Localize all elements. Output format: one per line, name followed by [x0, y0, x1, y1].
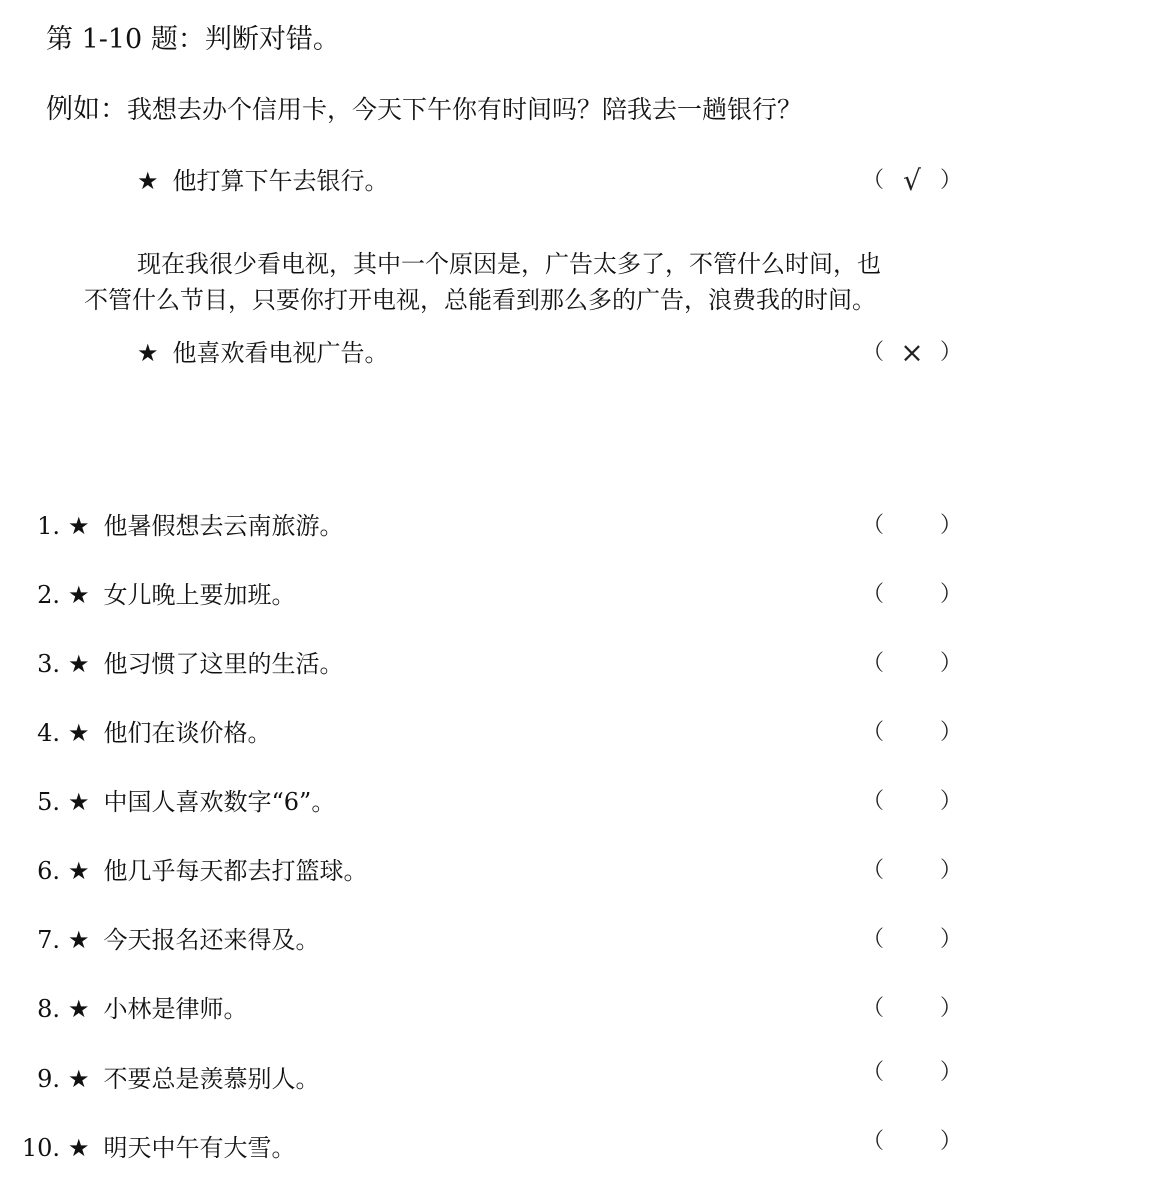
paren-open: （ — [862, 789, 885, 814]
star-icon: ★ — [68, 857, 90, 885]
paren-close: ） — [939, 513, 962, 538]
question-number: 8. — [37, 995, 60, 1023]
star-icon: ★ — [68, 719, 90, 747]
answer-box[interactable] — [862, 1125, 962, 1159]
paren-open: （ — [862, 513, 885, 538]
paren-close: ） — [939, 927, 962, 952]
cross-mark-icon: × — [900, 336, 924, 369]
example-statement-text: 他打算下午去银行。 — [172, 167, 389, 195]
star-icon: ★ — [68, 926, 90, 954]
paren-open: （ — [862, 1129, 885, 1154]
example2-statement — [137, 336, 389, 370]
question-item — [0, 923, 320, 957]
passage-line: 不管什么节目，只要你打开电视，总能看到那么多的广告，浪费我的时间。 — [84, 286, 876, 314]
paren-close: ） — [939, 1129, 962, 1154]
star-icon: ★ — [68, 1065, 90, 1093]
check-mark-icon: √ — [903, 164, 921, 197]
question-item — [0, 1062, 320, 1096]
paren-close: ） — [939, 858, 962, 883]
question-number: 6. — [37, 857, 60, 885]
example-label: 例如： — [46, 94, 127, 125]
question-number: 5. — [37, 788, 60, 816]
question-number: 4. — [37, 719, 60, 747]
question-number: 2. — [37, 581, 60, 609]
passage-line: 现在我很少看电视，其中一个原因是，广告太多了，不管什么时间，也 — [137, 250, 881, 278]
answer-box[interactable] — [862, 854, 962, 888]
question-number: 7. — [37, 926, 60, 954]
question-number: 3. — [37, 650, 60, 678]
star-icon: ★ — [68, 650, 90, 678]
paren-open: （ — [862, 996, 885, 1021]
paren-open: （ — [862, 651, 885, 676]
paren-open: （ — [862, 168, 885, 193]
question-item — [0, 1131, 296, 1165]
question-item — [0, 716, 272, 750]
example-statement — [137, 164, 389, 198]
answer-box[interactable] — [862, 923, 962, 957]
question-text: 他们在谈价格。 — [103, 719, 272, 747]
paren-close: ） — [939, 582, 962, 607]
question-number: 10. — [21, 1134, 60, 1162]
question-text: 明天中午有大雪。 — [103, 1134, 296, 1162]
question-text: 中国人喜欢数字“6”。 — [103, 788, 336, 816]
question-item — [0, 647, 344, 681]
question-item — [0, 509, 344, 543]
question-item — [0, 992, 248, 1026]
answer-box[interactable] — [862, 1056, 962, 1090]
question-text: 不要总是羡慕别人。 — [103, 1065, 320, 1093]
example-passage — [84, 246, 984, 318]
star-icon: ★ — [68, 512, 90, 540]
paren-close: ） — [939, 168, 962, 193]
example2-answer-box — [862, 336, 962, 370]
example-text: 我想去办个信用卡，今天下午你有时间吗？陪我去一趟银行？ — [127, 95, 803, 124]
answer-box[interactable] — [862, 992, 962, 1026]
question-text: 他几乎每天都去打篮球。 — [103, 857, 368, 885]
paren-close: ） — [939, 720, 962, 745]
paren-close: ） — [939, 340, 962, 365]
question-number: 9. — [37, 1065, 60, 1093]
question-text: 他习惯了这里的生活。 — [103, 650, 344, 678]
question-item — [0, 578, 296, 612]
star-icon: ★ — [137, 339, 159, 367]
star-icon: ★ — [68, 788, 90, 816]
paren-close: ） — [939, 651, 962, 676]
paren-open: （ — [862, 927, 885, 952]
example-intro — [46, 90, 802, 130]
question-text: 女儿晚上要加班。 — [103, 581, 296, 609]
paren-close: ） — [939, 1060, 962, 1085]
star-icon: ★ — [68, 1134, 90, 1162]
star-icon: ★ — [68, 995, 90, 1023]
answer-box[interactable] — [862, 509, 962, 543]
paren-open: （ — [862, 340, 885, 365]
answer-box[interactable] — [862, 647, 962, 681]
paren-close: ） — [939, 996, 962, 1021]
paren-open: （ — [862, 1060, 885, 1085]
paren-open: （ — [862, 582, 885, 607]
paren-open: （ — [862, 858, 885, 883]
question-text: 他暑假想去云南旅游。 — [103, 512, 344, 540]
star-icon: ★ — [137, 167, 159, 195]
question-number: 1. — [37, 512, 60, 540]
question-text: 今天报名还来得及。 — [103, 926, 320, 954]
question-text: 小林是律师。 — [103, 995, 248, 1023]
answer-box[interactable] — [862, 785, 962, 819]
question-item — [0, 785, 335, 819]
example-answer-box — [862, 164, 962, 198]
answer-box[interactable] — [862, 716, 962, 750]
paren-close: ） — [939, 789, 962, 814]
answer-box[interactable] — [862, 578, 962, 612]
example2-statement-text: 他喜欢看电视广告。 — [172, 339, 389, 367]
question-item — [0, 854, 368, 888]
star-icon: ★ — [68, 581, 90, 609]
paren-open: （ — [862, 720, 885, 745]
section-heading: 第 1-10 题：判断对错。 — [46, 24, 340, 55]
